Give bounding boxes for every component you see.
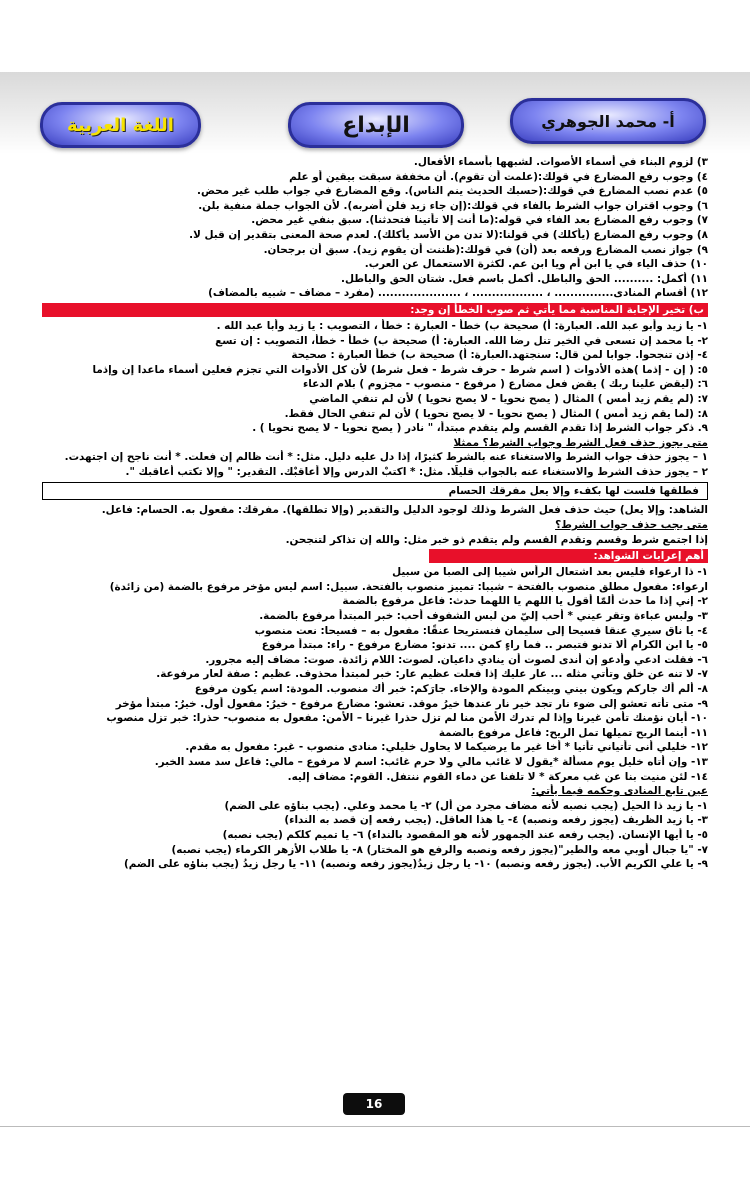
text-line: ١٢) أقسام المنادى............... ، .................. ، ..................... (مفرد – مضاف – شبيه بالمضاف) xyxy=(208,287,708,300)
question-heading: عين تابع المنادى وحكمه فيما يأتي: xyxy=(531,785,708,798)
text-line: ٦) وجوب اقتران جواب الشرط بالفاء في قولك:(إن جاء زيد فلن أضربه). لأن الجواب جملة منفية بلن. xyxy=(198,199,708,212)
text-line: ٧: (لم يقم زيد أمس ) المثال ( يصح نحويا - لا يصح نحويا ) لأن لم تنفي الماضي xyxy=(309,392,708,405)
worksheet-content xyxy=(42,155,708,872)
footer-divider xyxy=(0,1126,750,1127)
text-line: ٦- فقلت ادعي وأدعو إن أندى لصوت أن ينادي داعيان. لصوت: اللام زائدة. صوت: مضاف إليه مجرور. xyxy=(205,653,708,666)
text-line: إذا اجتمع شرط وقسم وتقدم القسم ولم يتقدم ذو خبر مثل: والله إن تذاكر لتنجحن. xyxy=(285,533,708,546)
text-line: ١٢- خليلي أنى تأتياني تأتيا * أخا غير ما يرضيكما لا يحاول خليلي: منادى منصوب - غير: مفعول به مقدم. xyxy=(185,741,708,754)
text-line: ٩- متى تأته تعشو إلى ضوء نار تجد خير نار عندها خيرُ موقد. تعشو: مضارع مرفوع - خيرُ: مفعول أول. خيرُ: مبتدأ مؤخر xyxy=(115,697,708,710)
text-line: ٢ – يجوز حذف الشرط والاستغناء عنه بالجواب قليلًا. مثل: * اكتبْ الدرس وإلا أعاقبْك. التقدير: " وإلا تكتب أعاقبك ". xyxy=(125,465,708,478)
title-badge: الإبداع xyxy=(288,102,464,148)
section-b-heading: ب) تخير الإجابة المناسبة مما يأتي ثم صوب الخطأ إن وجد: xyxy=(42,303,708,317)
teacher-badge: أ- محمد الجوهري xyxy=(510,98,706,144)
section-e-heading: أهم إعرابات الشواهد: xyxy=(429,549,708,563)
text-line: ٩- يا علي الكريم الأب. (يجوز رفعه ونصبه) ١٠- يا رجل زيدُ(يجوز رفعه ونصبه) ١١- يا رجل زيدُ (يجب بناؤه على الضم) xyxy=(123,858,708,871)
question-heading: متى يجب حذف جواب الشرط؟ xyxy=(555,519,708,532)
question-heading: متى يجوز حذف فعل الشرط وجواب الشرط؟ ممثلا xyxy=(453,436,708,449)
text-line: ١١- أينما الريح تميلها تمل الريح: فاعل مرفوع بالضمة xyxy=(438,726,708,739)
text-line: ٢- يا محمد إن تسعى في الخير تنل رضا الله. العبارة: أ) صحيحة ب) خطأ - خطأ، التصويب : إن تسع xyxy=(215,334,708,347)
text-line: ٩) جواز نصب المضارع ورفعه بعد (أن) في قولك:(ظننت أن يقوم زيد). سبق أن برجحان. xyxy=(263,243,708,256)
text-line: ٤- إذن تنجحوا. جوابا لمن قال: سنجتهد.العبارة: أ) صحيحة ب) خطأ العبارة : صحيحة xyxy=(291,349,708,362)
text-line: ٦: (ليقض علينا ربك ) يقض فعل مضارع ( مرفوع - منصوب - مجزوم ) بلام الدعاء xyxy=(302,378,708,391)
subject-badge: اللغة العربية xyxy=(40,102,201,148)
text-line: ٨- ألم أك جاركم ويكون بيني وبينكم المودة والإخاء. جارَكم: خبر أك منصوب. المودة: اسم يكون مرفوع xyxy=(194,683,708,695)
text-line: ارعواء: مفعول مطلق منصوب بالفتحة – شيبا: تمييز منصوب بالفتحة. سبيل: اسم ليس مؤخر مرفوع بالضمة (من زائدة) xyxy=(109,580,708,593)
text-line: ١- ذا ارعواء فليس بعد اشتعال الرأس شيبا إلى الصبا من سبيل xyxy=(392,566,708,579)
text-line: ٥- يا ابن الكرام ألا تدنو فتبصر .. فما راءٍ كمن .... تدنو: مضارع مرفوع - راء: مبتدأ مرفوع xyxy=(261,639,708,652)
text-line: ٥: ( إن - إذما )هذه الأدوات ( اسم شرط - حرف شرط - فعل شرط) لأن كل الأدوات التي تجزم فعلين أسماء ماعدا إن وإذما xyxy=(92,363,708,376)
text-line: ١٠) حذف الياء في يا ابن أم ويا ابن عم. لكثرة الاستعمال عن العرب. xyxy=(364,258,708,271)
text-line: ٤- يا ناق سيري عنقا فسيحا إلى سليمان فنستريحا عنقًا: مفعول به – فسيحا: نعت منصوب xyxy=(254,624,708,637)
text-line: ٨: (لما يقم زيد أمس ) المثال ( يصح نحويا - لا يصح نحويا ) لأن لم تنفي الحال فقط. xyxy=(284,407,708,420)
page-number: 16 xyxy=(343,1093,405,1115)
text-line: ٣) لزوم البناء في أسماء الأصوات. لشبهها بأسماء الأفعال. xyxy=(413,156,708,168)
text-line: ٨) وجوب رفع المضارع (يأكلك) في قولنا:(لا تدن من الأسد يأكلك). لعدم صحة المعنى بتقدير إن قبل لا. xyxy=(189,228,708,241)
verse-box: فطلقها فلست لها بكفء وإلا يعل مفرقك الحسام xyxy=(42,482,708,500)
text-line: ٥- يا أيها الإنسان. (يجب رفعه عند الجمهور لأنه هو المقصود بالنداء) ٦- يا تميم كلكم (يجب نصبه) xyxy=(222,828,708,841)
text-line: ٣- يا زيد الظريف (يجوز رفعه ونصبه) ٤- يا هذا العاقل. (يجب رفعه إن قصد به النداء) xyxy=(284,814,708,827)
text-line: ٧) وجوب رفع المضارع بعد الفاء في قوله:(ما أنت إلا تأتينا فتحدثنا). سبق بنفي غير محض. xyxy=(251,214,708,227)
text-line: ١- يا زيد ذا الحيل (يجب نصبه لأنه مضاف مجرد من أل) ٢- يا محمد وعلي. (يجب بناؤه على الضم) xyxy=(224,799,708,812)
text-line: ٧- لا تنه عن خلق وتأتي مثله ... عار عليك إذا فعلت عظيم عار: خبر لمبتدأ محذوف. عظيم : صفة لعار مرفوعة. xyxy=(156,668,708,681)
text-line: ٣- ولبس عباءة وتقر عيني * أحب إليّ من لبس الشفوف أحب: خبر المبتدأ مرفوع بالضمة. xyxy=(259,610,708,623)
text-line: ٢- إني إذا ما حدث ألمّا أقول يا اللهم يا اللهما حدث: فاعل مرفوع بالضمة xyxy=(342,595,708,608)
text-line: ٩. ذكر جواب الشرط إذا تقدم القسم ولم يتقدم مبتدأ، " نادر ( يصح نحويا - لا يصح نحويا ) . xyxy=(252,422,708,435)
text-line: ١- يا زيد وأبو عبد الله. العبارة: أ) صحيحة ب) خطأ - العبارة : خطأ ، التصويب : يا زيد وأبا عبد الله . xyxy=(216,319,708,332)
text-line: ١١) أكمل: .......... الحق والباطل. أكمل باسم فعل. شتان الحق والباطل. xyxy=(341,272,708,285)
text-line: ٤) وجوب رفع المضارع في قولك:(علمت أن تقوم). أن مخففة سبقت بيقين أو علم xyxy=(289,170,708,183)
text-line: ١٠- أيان نؤمنك تأمن غيرنا وإذا لم تدرك الأمن منا لم تزل حذرا غيرنا – الأمن: مفعول به منصوب- حذرا: خبر تزل منصوب xyxy=(106,712,708,725)
text-line: ١٣- وإن أتاه خليل يوم مسألة *يقول لا غائب مالي ولا حرم غائب: اسم لا مرفوع – مالي: فاعل سد مسد الخبر. xyxy=(154,755,708,768)
text-line: ٥) عدم نصب المضارع في قولك:(حسبك الحديث ينم الناس). وقع المضارع في جواب طلب غير محض. xyxy=(197,185,708,198)
text-line: الشاهد: وإلا يعل) حيث حذف فعل الشرط وذلك لوجود الدليل والتقدير (وإلا تطلقها). مفرقك: مفعول به. الحسام: فاعل. xyxy=(101,504,708,517)
text-line: ٧- "يا جبال أوبي معه والطير"(يجوز رفعه ونصبه والرفع هو المختار) ٨- يا طلاب الأزهر الكرماء (يجب نصبه) xyxy=(171,843,708,856)
text-line: ١ – يجوز حذف جواب الشرط والاستغناء عنه بالشرط كثيرًا، إذا دل عليه دليل. مثل: * أنت ظالم إن فعلت. * أنت ناجح إن اجتهدت. xyxy=(64,451,708,464)
text-line: ١٤- لئن منيت بنا عن غب معركة * لا تلفنا عن دماء القوم ننتفل. القوم: مضاف إليه. xyxy=(287,770,708,783)
